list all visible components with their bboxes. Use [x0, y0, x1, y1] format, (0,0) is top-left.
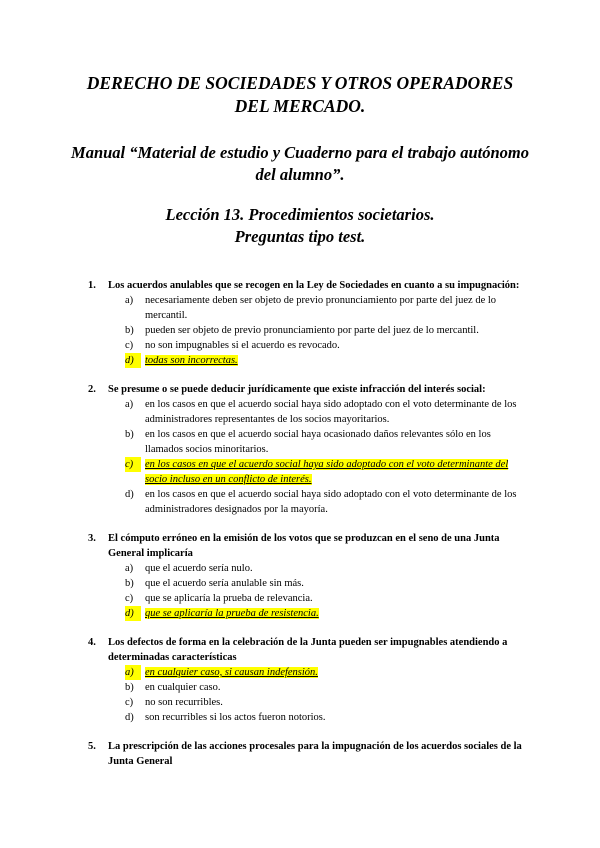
- option-letter: d): [125, 489, 134, 500]
- option-letter: d): [125, 606, 141, 621]
- highlighted-answer: en los casos en que el acuerdo social haya sido adoptado con el voto determinante del socio incluso en un conflicto de interés.: [145, 459, 509, 485]
- manual-line-2: del alumno”.: [255, 165, 345, 184]
- question-list: [88, 278, 528, 783]
- option-c-correct: [125, 457, 528, 487]
- option-letter: b): [125, 682, 134, 693]
- question-4: [88, 635, 528, 725]
- option-letter: c): [125, 593, 134, 604]
- option-d: [125, 487, 528, 517]
- option-b: [125, 576, 528, 591]
- option-letter: a): [125, 295, 134, 306]
- option-b: [125, 323, 528, 338]
- option-letter: c): [125, 697, 134, 708]
- document-title: [40, 72, 560, 118]
- option-text: no son recurribles.: [145, 697, 223, 708]
- option-text: que se aplicaría la prueba de relevancia.: [145, 593, 313, 604]
- option-a: [125, 397, 528, 427]
- option-text: en los casos en que el acuerdo social haya sido adoptado con el voto determinante de los administradores designados por la mayoría.: [145, 489, 517, 515]
- option-letter: a): [125, 399, 134, 410]
- option-letter: c): [125, 340, 134, 351]
- manual-line-1: Manual “Material de estudio y Cuaderno para el trabajo autónomo: [71, 143, 529, 162]
- highlighted-answer: todas son incorrectas.: [145, 355, 238, 366]
- question-text: Los defectos de forma en la celebración de la Junta pueden ser impugnables atendiendo a determinadas características: [108, 637, 508, 663]
- option-letter: d): [125, 353, 141, 368]
- option-d-correct: [125, 606, 528, 621]
- option-text: en cualquier caso.: [145, 682, 221, 693]
- option-c: [125, 338, 528, 353]
- highlighted-answer: en cualquier caso, si causan indefensión.: [145, 667, 318, 678]
- title-line-1: DERECHO DE SOCIEDADES Y OTROS OPERADORES: [86, 73, 514, 93]
- option-list: [88, 397, 528, 517]
- question-number: 5.: [88, 741, 96, 752]
- manual-title: [40, 142, 560, 186]
- lesson-line-1: Lección 13. Procedimientos societarios.: [165, 205, 435, 224]
- option-d: [125, 710, 528, 725]
- question-number: 1.: [88, 280, 96, 291]
- option-text: que el acuerdo sería anulable sin más.: [145, 578, 304, 589]
- option-d-correct: [125, 353, 528, 368]
- question-2: [88, 382, 528, 517]
- option-text: no son impugnables si el acuerdo es revocado.: [145, 340, 340, 351]
- question-text: Se presume o se puede deducir jurídicamente que existe infracción del interés social:: [108, 384, 486, 395]
- question-3: [88, 531, 528, 621]
- option-a-correct: [125, 665, 528, 680]
- option-b: [125, 680, 528, 695]
- option-letter: d): [125, 712, 134, 723]
- question-1: [88, 278, 528, 368]
- option-text: que el acuerdo sería nulo.: [145, 563, 253, 574]
- question-text: El cómputo erróneo en la emisión de los votos que se produzcan en el seno de una Junta General implicaría: [108, 533, 500, 559]
- option-text: son recurribles si los actos fueron notorios.: [145, 712, 326, 723]
- question-text: La prescripción de las acciones procesales para la impugnación de los acuerdos sociales de la Junta General: [108, 741, 522, 767]
- option-letter: c): [125, 457, 141, 472]
- option-text: en los casos en que el acuerdo social haya ocasionado daños relevantes sólo en los llamados socios minoritarios.: [145, 429, 491, 455]
- title-line-2: DEL MERCADO.: [234, 96, 366, 116]
- option-list: [88, 293, 528, 368]
- option-c: [125, 591, 528, 606]
- option-letter: a): [125, 665, 141, 680]
- option-text: necesariamente deben ser objeto de previo pronunciamiento por parte del juez de lo mercantil.: [145, 295, 497, 321]
- question-5: [88, 739, 528, 769]
- highlighted-answer: que se aplicaría la prueba de resistencia.: [145, 608, 319, 619]
- option-a: [125, 561, 528, 576]
- option-text: pueden ser objeto de previo pronunciamiento por parte del juez de lo mercantil.: [145, 325, 479, 336]
- lesson-line-2: Preguntas tipo test.: [234, 227, 366, 246]
- lesson-title: [40, 204, 560, 248]
- option-letter: b): [125, 578, 134, 589]
- option-c: [125, 695, 528, 710]
- question-number: 4.: [88, 637, 96, 648]
- option-b: [125, 427, 528, 457]
- question-number: 2.: [88, 384, 96, 395]
- option-letter: b): [125, 429, 134, 440]
- option-list: [88, 561, 528, 621]
- option-text: en los casos en que el acuerdo social haya sido adoptado con el voto determinante de los administradores representantes de los socios mayoritarios.: [145, 399, 517, 425]
- question-number: 3.: [88, 533, 96, 544]
- option-list: [88, 665, 528, 725]
- option-a: [125, 293, 528, 323]
- option-letter: b): [125, 325, 134, 336]
- option-letter: a): [125, 563, 134, 574]
- question-text: Los acuerdos anulables que se recogen en la Ley de Sociedades en cuanto a su impugnación:: [108, 280, 520, 291]
